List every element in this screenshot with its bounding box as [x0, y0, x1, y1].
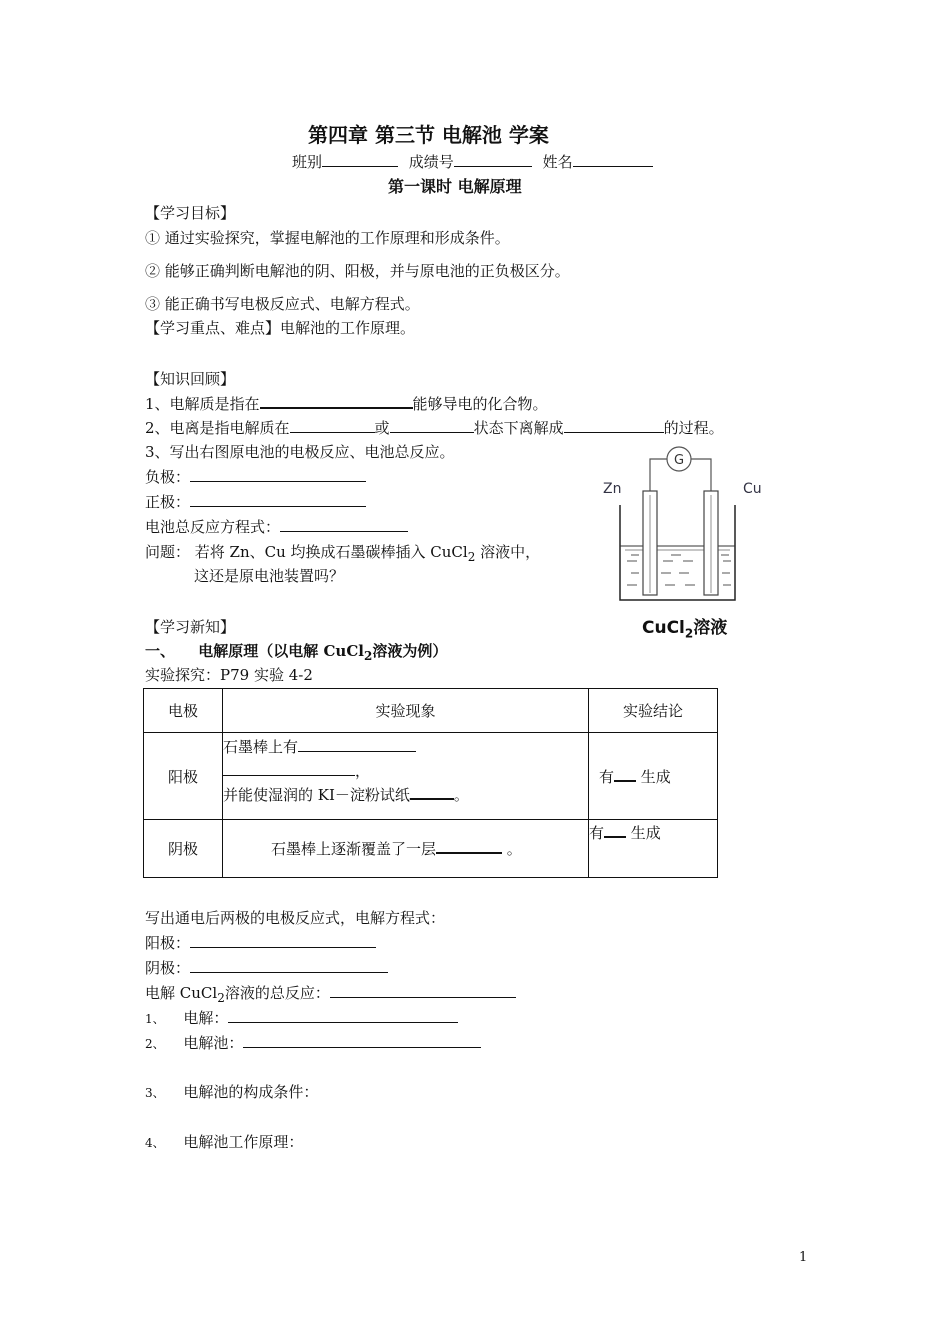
keypoints: 【学习重点、难点】电解池的工作原理。 — [145, 319, 416, 337]
objective-item: ③ 能正确书写电极反应式、电解方程式。 — [145, 295, 420, 313]
item-label: 电解池的构成条件： — [183, 1083, 319, 1101]
page-title: 第四章 第三节 电解池 学案 — [308, 123, 549, 147]
review-q1 — [145, 393, 548, 414]
positive-blank[interactable] — [190, 492, 366, 507]
list-item — [145, 1082, 318, 1103]
anode-eq-blank[interactable] — [190, 933, 376, 948]
figure-caption — [642, 617, 727, 644]
newknow-heading: 【学习新知】 — [145, 618, 236, 636]
cathode-conc-text: 有 — [589, 824, 605, 842]
anode-period: 。 — [453, 786, 469, 804]
q1-text: 1、电解质是指在 — [145, 395, 260, 413]
anode-conc-end: 生成 — [636, 767, 671, 786]
item-number: 4、 — [145, 1136, 165, 1150]
anode-line-1 — [223, 735, 588, 759]
caption-text: CuCl — [642, 618, 685, 638]
item-number: 3、 — [145, 1086, 165, 1100]
experiment-table — [143, 688, 718, 878]
subscript: 2 — [467, 550, 476, 564]
item-label: 电解： — [183, 1009, 229, 1027]
explore-line: 实验探究：P79 实验 4-2 — [145, 666, 313, 684]
cathode-conc-end: 生成 — [626, 824, 661, 842]
anode-blank-2[interactable] — [223, 761, 355, 776]
caption-text-end: 溶液 — [693, 618, 728, 638]
anode-conclusion — [589, 733, 718, 820]
total-eq-text: 电解 CuCl — [145, 984, 218, 1002]
lesson-title: 第一课时 电解原理 — [388, 177, 522, 196]
cathode-equation-line — [145, 958, 388, 978]
score-field[interactable] — [454, 152, 532, 167]
review-question-cont: 这还是原电池装置吗？ — [194, 567, 345, 585]
cathode-phenomenon — [223, 820, 589, 878]
q2-text-end: 的过程。 — [663, 419, 724, 437]
q2-blank-1[interactable] — [290, 418, 375, 433]
total-electrolysis-line — [145, 983, 516, 1008]
review-heading: 【知识回顾】 — [145, 370, 236, 388]
galvanic-cell-diagram — [595, 443, 762, 643]
cathode-text: 石墨棒上逐渐覆盖了一层 — [271, 840, 437, 858]
question-text-end: 溶液中， — [475, 543, 541, 561]
item-label: 电解池： — [183, 1034, 244, 1052]
item-blank[interactable] — [228, 1008, 458, 1023]
list-item — [145, 1033, 481, 1054]
section-number: 一、 — [145, 642, 176, 660]
item-blank[interactable] — [243, 1033, 481, 1048]
table-row-anode — [144, 733, 718, 820]
anode-line-2 — [223, 759, 588, 783]
galvanometer-label: G — [673, 453, 685, 468]
list-item — [145, 1132, 303, 1153]
review-question — [145, 542, 540, 567]
section-title-end: 溶液为例） — [372, 642, 448, 660]
anode-comma: ， — [355, 762, 371, 780]
cu-label: Cu — [743, 481, 762, 497]
anode-label: 阳极 — [144, 733, 223, 820]
total-eq-text-end: 溶液的总反应： — [224, 984, 330, 1002]
q2-blank-2[interactable] — [390, 418, 474, 433]
anode-blank-1[interactable] — [298, 737, 416, 752]
anode-eq-label: 阳极： — [145, 934, 191, 952]
cathode-label: 阴极 — [144, 820, 223, 878]
negative-label: 负极： — [145, 468, 191, 486]
name-label: 姓名 — [542, 153, 573, 171]
objective-item: ② 能够正确判断电解池的阴、阳极，并与原电池的正负极区分。 — [145, 262, 570, 280]
anode-conc-blank[interactable] — [614, 766, 636, 782]
total-reaction-line — [145, 517, 408, 537]
section-title: 电解原理（以电解 CuCl — [198, 642, 364, 660]
q2-or: 或 — [374, 419, 390, 437]
cathode-conclusion — [589, 820, 718, 878]
q1-blank[interactable] — [260, 393, 413, 409]
negative-blank[interactable] — [190, 467, 366, 482]
class-label: 班别 — [292, 153, 323, 171]
q2-text: 2、电离是指电解质在 — [145, 419, 290, 437]
caption-subscript: 2 — [684, 626, 694, 641]
total-label: 电池总反应方程式： — [145, 518, 281, 536]
score-label: 成绩号 — [408, 153, 454, 171]
after-intro: 写出通电后两极的电极反应式，电解方程式： — [145, 909, 446, 927]
positive-electrode-line — [145, 492, 366, 512]
q2-text-mid: 状态下离解成 — [473, 419, 564, 437]
table-header-row — [144, 689, 718, 733]
review-q3: 3、写出右图原电池的电极反应、电池总反应。 — [145, 443, 455, 461]
item-label: 电解池工作原理： — [183, 1133, 304, 1151]
item-number: 2、 — [145, 1037, 165, 1051]
anode-text-3: 并能使湿润的 KI－淀粉试纸 — [223, 786, 410, 804]
q2-blank-3[interactable] — [564, 418, 664, 433]
anode-line-3 — [223, 783, 588, 807]
section-heading — [145, 641, 447, 666]
cathode-conc-blank[interactable] — [604, 822, 626, 838]
cathode-eq-blank[interactable] — [190, 958, 388, 973]
cathode-eq-label: 阴极： — [145, 959, 191, 977]
cathode-period: 。 — [502, 840, 522, 858]
question-text: 问题： 若将 Zn、Cu 均换成石墨碳棒插入 CuCl — [145, 543, 468, 561]
review-q2 — [145, 418, 724, 438]
header-conclusion: 实验结论 — [589, 689, 718, 733]
student-info-line — [292, 152, 653, 172]
class-field[interactable] — [322, 152, 398, 167]
list-item — [145, 1008, 458, 1029]
table-row-cathode — [144, 820, 718, 878]
name-field[interactable] — [573, 152, 653, 167]
cathode-blank[interactable] — [436, 838, 502, 854]
anode-blank-3[interactable] — [410, 784, 454, 800]
anode-equation-line — [145, 933, 376, 953]
anode-text-1: 石墨棒上有 — [223, 738, 299, 756]
item-number: 1、 — [145, 1012, 165, 1026]
total-blank[interactable] — [280, 517, 408, 532]
header-phenomenon: 实验现象 — [223, 689, 589, 733]
objectives-heading: 【学习目标】 — [145, 204, 236, 222]
anode-phenomenon — [223, 733, 589, 820]
q1-text-end: 能够导电的化合物。 — [412, 395, 548, 413]
zn-label: Zn — [603, 481, 622, 497]
header-electrode: 电极 — [144, 689, 223, 733]
page-number: 1 — [799, 1250, 808, 1265]
positive-label: 正极： — [145, 493, 191, 511]
anode-conc-text: 有 — [599, 767, 615, 786]
total-eq-blank[interactable] — [330, 983, 516, 998]
objective-item: ① 通过实验探究，掌握电解池的工作原理和形成条件。 — [145, 229, 510, 247]
negative-electrode-line — [145, 467, 366, 487]
total-eq-subscript: 2 — [217, 991, 225, 1005]
section-subscript: 2 — [363, 649, 373, 663]
